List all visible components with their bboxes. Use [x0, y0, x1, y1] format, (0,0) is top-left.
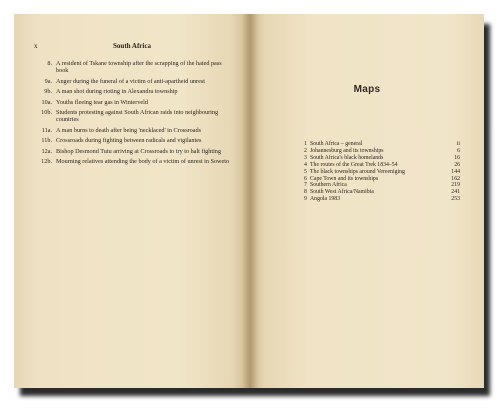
map-page-number: 162	[451, 175, 460, 182]
running-title: South Africa	[113, 42, 151, 50]
map-number: 5	[304, 168, 307, 175]
map-entry	[304, 155, 460, 162]
map-entry	[304, 148, 460, 155]
map-title: South West Africa/Namibia	[310, 189, 374, 196]
map-number: 2	[304, 147, 307, 154]
map-entry	[304, 141, 460, 148]
map-title: Southern Africa	[310, 182, 347, 189]
map-title: Cape Town and its townships	[310, 175, 379, 182]
map-number: 9	[304, 196, 307, 203]
plate-caption: Crossroads during fighting between radicals and vigilantes	[56, 137, 202, 145]
map-title: The black townships around Vereeniging	[310, 168, 405, 175]
plate-number: 10a.	[41, 98, 52, 106]
plate-caption: Mourning relatives attending the body of a victim of unrest in Soweto	[56, 158, 230, 166]
plate-number: 10b.	[41, 109, 52, 117]
plate-number: 12a.	[41, 147, 52, 155]
open-book	[14, 14, 484, 388]
map-page-number: 241	[451, 189, 460, 196]
plate-caption: A man burns to death after being 'necklaced' in Crossroads	[56, 126, 202, 134]
plate-caption: Bishop Desmond Tutu arriving at Crossroads to try to halt fighting	[56, 147, 221, 155]
plate-entry	[36, 127, 232, 134]
plate-caption: Students protesting against South African raids into neighbouring countries	[56, 109, 219, 124]
plate-caption: Youths fleeing tear gas in Winterveld	[56, 98, 148, 106]
map-title: Angola 1983	[310, 196, 341, 203]
plate-number: 12b.	[41, 158, 52, 166]
plate-entry	[36, 78, 232, 85]
maps-heading: Maps	[353, 84, 381, 95]
plate-entry	[36, 109, 232, 123]
plate-entry	[36, 60, 232, 74]
map-number: 3	[304, 154, 307, 161]
map-title: Johannesburg and its townships	[310, 147, 384, 154]
map-title: South Africa's black homelands	[310, 154, 384, 161]
plate-entry	[36, 137, 232, 144]
right-page	[250, 14, 484, 388]
plate-entry	[36, 99, 232, 106]
plates-list	[36, 60, 232, 169]
plate-number: 9b.	[44, 88, 52, 96]
map-entry	[304, 162, 460, 169]
map-entry	[304, 196, 460, 203]
plate-number: 11a.	[41, 126, 52, 134]
plate-caption: A man shot during rioting in Alexandra township	[56, 88, 178, 96]
map-page-number: 16	[454, 154, 460, 161]
plate-number: 11b.	[41, 137, 52, 145]
map-title: The routes of the Great Trek 1834–54	[310, 161, 398, 168]
map-number: 6	[304, 175, 307, 182]
plate-entry	[36, 88, 232, 95]
map-page-number: 253	[451, 196, 460, 203]
map-number: 8	[304, 189, 307, 196]
plate-caption: Anger during the funeral of a victim of anti-apartheid unrest	[56, 77, 205, 85]
page-folio: x	[34, 42, 38, 50]
map-number: 4	[304, 161, 307, 168]
maps-list	[304, 141, 460, 203]
map-page-number: ii	[456, 141, 460, 147]
left-page	[14, 14, 250, 388]
map-page-number: 219	[451, 182, 460, 189]
map-page-number: 26	[454, 161, 460, 168]
plate-number: 9a.	[44, 77, 52, 85]
plate-entry	[36, 158, 232, 165]
plate-number: 8.	[47, 60, 52, 67]
map-entry	[304, 189, 460, 196]
map-number: 7	[304, 182, 307, 189]
map-page-number: 6	[457, 147, 460, 154]
map-entry	[304, 169, 460, 176]
map-title: South Africa – general	[310, 141, 363, 147]
plate-caption: A resident of Tskane township after the scrapping of the hated pass book	[56, 60, 222, 75]
map-number: 1	[304, 141, 307, 147]
map-page-number: 144	[451, 168, 460, 175]
plate-entry	[36, 148, 232, 155]
